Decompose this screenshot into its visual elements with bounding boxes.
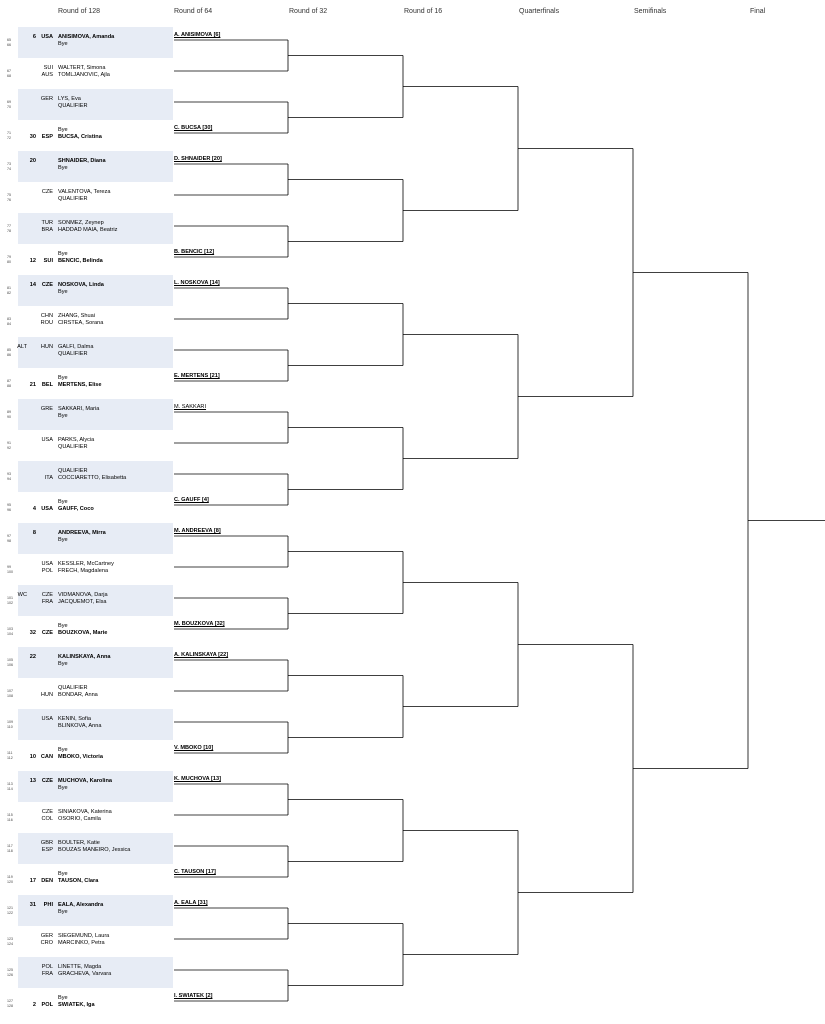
draw-number: 85 — [7, 348, 11, 352]
draw-number: 66 — [7, 42, 11, 47]
draw-number: 109 — [7, 720, 13, 724]
player-name[interactable]: GAUFF, Coco — [58, 506, 94, 512]
draw-number: 108 — [7, 693, 13, 698]
player-name[interactable]: TAUSON, Clara — [58, 878, 99, 884]
player-entry — [0, 909, 172, 917]
player-name[interactable]: Bye — [58, 165, 68, 171]
country-code: GRE — [40, 406, 53, 412]
draw-number: 123 — [7, 937, 13, 941]
country-code: ESP — [41, 134, 53, 140]
player-name[interactable]: BLINKOVA, Anna — [58, 723, 102, 729]
draw-number: 102 — [7, 600, 13, 605]
player-name[interactable]: Bye — [58, 747, 68, 753]
player-name[interactable]: SIEGEMUND, Laura — [58, 933, 110, 939]
draw-number: 83 — [7, 317, 11, 321]
country-code: CZE — [41, 809, 53, 815]
entry-type: WC — [17, 592, 27, 598]
round-of-64-winner[interactable]: B. BENCIC [12] — [174, 249, 215, 255]
player-name[interactable]: QUALIFIER — [58, 351, 88, 357]
player-name[interactable]: ANDREEVA, Mirra — [58, 530, 106, 536]
player-name[interactable]: GALFI, Dalma — [58, 344, 94, 350]
player-entry — [0, 847, 172, 855]
round-header: Semifinals — [634, 8, 667, 15]
draw-number: 77 — [7, 224, 11, 228]
draw-number: 112 — [7, 755, 13, 760]
draw-number: 99 — [7, 565, 11, 569]
player-name[interactable]: SWIATEK, Iga — [58, 1002, 95, 1008]
draw-number: 69 — [7, 100, 11, 104]
draw-number: 79 — [7, 255, 11, 259]
seed-number: 6 — [32, 34, 36, 40]
draw-number: 105 — [7, 658, 13, 662]
round-of-64-winner[interactable]: C. TAUSON [17] — [174, 869, 216, 875]
player-name[interactable]: Bye — [58, 995, 68, 1001]
player-entry — [0, 537, 172, 545]
country-code: GER — [40, 96, 53, 102]
draw-number: 88 — [7, 383, 11, 388]
player-name[interactable]: VIDMANOVA, Darja — [58, 592, 108, 598]
draw-number: 75 — [7, 193, 11, 197]
player-entry — [0, 878, 172, 886]
player-name[interactable]: CIRSTEA, Sorana — [58, 320, 104, 326]
player-name[interactable]: KESSLER, McCartney — [58, 561, 114, 567]
round-of-64-winner[interactable]: D. SHNAIDER [20] — [174, 156, 222, 162]
draw-number: 73 — [7, 162, 11, 166]
player-name[interactable]: LINETTE, Magda — [58, 964, 102, 970]
player-name[interactable]: BUCSA, Cristina — [58, 134, 102, 140]
country-code: CZE — [41, 592, 53, 598]
round-header: Round of 16 — [404, 8, 443, 15]
player-name[interactable]: MUCHOVA, Karolina — [58, 778, 112, 784]
country-code: BEL — [41, 382, 53, 388]
draw-number: 80 — [7, 259, 11, 264]
seed-number: 30 — [29, 134, 36, 140]
country-code: AUS — [41, 72, 53, 78]
round-of-64-winner[interactable]: K. MUCHOVA [13] — [174, 776, 221, 782]
draw-number: 115 — [7, 813, 13, 817]
draw-number: 76 — [7, 197, 11, 202]
country-code: BRA — [41, 227, 53, 233]
draw-number: 121 — [7, 906, 13, 910]
player-name[interactable]: FRECH, Magdalena — [58, 568, 109, 574]
player-entry — [0, 723, 172, 731]
player-name[interactable]: QUALIFIER — [58, 103, 88, 109]
player-name[interactable]: SINIAKOVA, Katerina — [58, 809, 112, 815]
draw-number: 92 — [7, 445, 11, 450]
player-name[interactable]: SHNAIDER, Diana — [58, 158, 106, 164]
player-name[interactable]: Bye — [58, 785, 68, 791]
player-name[interactable]: QUALIFIER — [58, 196, 88, 202]
country-code: HUN — [40, 344, 53, 350]
seed-number: 32 — [29, 630, 36, 636]
seed-number: 20 — [29, 158, 36, 164]
draw-number: 113 — [7, 782, 13, 786]
draw-number: 103 — [7, 627, 13, 631]
player-name[interactable]: QUALIFIER — [58, 685, 88, 691]
seed-number: 13 — [29, 778, 36, 784]
country-code: FRA — [41, 599, 53, 605]
player-name[interactable]: Bye — [58, 127, 68, 133]
round-of-64-winner[interactable]: A. ANISIMOVA [6] — [174, 32, 221, 38]
draw-number: 127 — [7, 999, 13, 1003]
draw-number: 93 — [7, 472, 11, 476]
player-name[interactable]: KALINSKAYA, Anna — [58, 654, 111, 660]
draw-number: 78 — [7, 228, 11, 233]
seed-number: 12 — [29, 258, 36, 264]
country-code: GER — [40, 933, 53, 939]
player-name[interactable]: MBOKO, Victoria — [58, 754, 103, 760]
country-code: CZE — [41, 630, 53, 636]
player-entry — [0, 971, 172, 979]
player-name[interactable]: QUALIFIER — [58, 444, 88, 450]
draw-number: 90 — [7, 414, 11, 419]
country-code: POL — [41, 568, 53, 574]
player-entry — [0, 1002, 172, 1010]
draw-number: 97 — [7, 534, 11, 538]
draw-number: 95 — [7, 503, 11, 507]
round-header: Round of 64 — [174, 8, 213, 15]
country-code: CZE — [41, 189, 53, 195]
round-of-64-winner[interactable]: L. NOSKOVA [14] — [174, 280, 220, 286]
player-entry — [0, 351, 172, 359]
draw-number: 120 — [7, 879, 13, 884]
seed-number: 14 — [29, 282, 36, 288]
round-of-64-winner[interactable]: A. KALINSKAYA [22] — [174, 652, 229, 658]
player-entry — [0, 816, 172, 824]
draw-number: 72 — [7, 135, 11, 140]
draw-number: 98 — [7, 538, 11, 543]
draw-number: 117 — [7, 844, 13, 848]
player-entry — [0, 568, 172, 576]
player-name[interactable]: Bye — [58, 623, 68, 629]
seed-number: 2 — [32, 1002, 36, 1008]
player-entry — [0, 475, 172, 483]
seed-number: 17 — [29, 878, 36, 884]
round-header: Quarterfinals — [519, 8, 560, 15]
seed-number: 8 — [32, 530, 36, 536]
draw-number: 81 — [7, 286, 11, 290]
player-entry — [0, 103, 172, 111]
player-entry — [0, 630, 172, 638]
player-name[interactable]: HADDAD MAIA, Beatriz — [58, 227, 118, 233]
country-code: DEN — [41, 878, 53, 884]
draw-number: 100 — [7, 569, 13, 574]
player-entry — [0, 258, 172, 266]
round-of-64-winner[interactable]: E. MERTENS [21] — [174, 373, 220, 379]
player-entry — [0, 134, 172, 142]
country-code: CZE — [41, 778, 53, 784]
round-of-64-winner[interactable]: V. MBOKO [10] — [174, 745, 214, 751]
player-name[interactable]: BOUZAS MANEIRO, Jessica — [58, 847, 131, 853]
country-code: ITA — [44, 475, 53, 481]
player-name[interactable]: Bye — [58, 289, 68, 295]
player-entry — [0, 599, 172, 607]
country-code: USA — [41, 437, 53, 443]
country-code: USA — [41, 716, 53, 722]
draw-number: 84 — [7, 321, 11, 326]
round-of-64-winner[interactable]: A. EALA [31] — [174, 900, 208, 906]
player-name[interactable]: COCCIARETTO, Elisabetta — [58, 475, 127, 481]
seed-number: 22 — [29, 654, 36, 660]
country-code: POL — [41, 1002, 53, 1008]
player-entry — [0, 320, 172, 328]
draw-number: 82 — [7, 290, 11, 295]
player-name[interactable]: Bye — [58, 871, 68, 877]
draw-number: 128 — [7, 1003, 13, 1008]
draw-number: 94 — [7, 476, 11, 481]
draw-number: 111 — [7, 751, 13, 755]
draw-number: 86 — [7, 352, 11, 357]
country-code: ROU — [40, 320, 53, 326]
country-code: COL — [41, 816, 53, 822]
seed-number: 31 — [29, 902, 36, 908]
player-name[interactable]: MERTENS, Elise — [58, 382, 102, 388]
player-name[interactable]: Bye — [58, 41, 68, 47]
draw-number: 89 — [7, 410, 11, 414]
country-code: SUI — [43, 65, 53, 71]
draw-number: 71 — [7, 131, 11, 135]
player-name[interactable]: Bye — [58, 499, 68, 505]
draw-number: 124 — [7, 941, 13, 946]
player-name[interactable]: BONDAR, Anna — [58, 692, 98, 698]
draw-number: 68 — [7, 73, 11, 78]
player-name[interactable]: WALTERT, Simona — [58, 65, 106, 71]
player-name[interactable]: LYS, Eva — [58, 96, 81, 102]
draw-number: 118 — [7, 848, 13, 853]
draw-number: 107 — [7, 689, 13, 693]
draw-number: 125 — [7, 968, 13, 972]
player-entry — [0, 382, 172, 390]
player-entry — [0, 227, 172, 235]
draw-number: 101 — [7, 596, 13, 600]
seed-number: 4 — [32, 506, 36, 512]
draw-number: 114 — [7, 786, 13, 791]
round-of-64-winner[interactable]: C. GAUFF [4] — [174, 497, 209, 503]
player-name[interactable]: MARCINKO, Petra — [58, 940, 105, 946]
player-name[interactable]: OSORIO, Camila — [58, 816, 101, 822]
player-name[interactable]: EALA, Alexandra — [58, 902, 104, 908]
country-code: USA — [41, 561, 53, 567]
player-name[interactable]: ZHANG, Shuai — [58, 313, 95, 319]
player-name[interactable]: Bye — [58, 413, 68, 419]
country-code: TUR — [41, 220, 53, 226]
country-code: ESP — [41, 847, 53, 853]
draw-number: 70 — [7, 104, 11, 109]
round-of-64-winner[interactable]: M. SAKKARI — [174, 404, 207, 410]
player-name[interactable]: NOSKOVA, Linda — [58, 282, 104, 288]
player-name[interactable]: VALENTOVA, Tereza — [58, 189, 111, 195]
country-code: CHN — [40, 313, 53, 319]
country-code: HUN — [40, 692, 53, 698]
country-code: PHI — [43, 902, 53, 908]
player-name[interactable]: QUALIFIER — [58, 468, 88, 474]
draw-number: 122 — [7, 910, 13, 915]
player-name[interactable]: BOULTER, Katie — [58, 840, 100, 846]
player-name[interactable]: PARKS, Alycia — [58, 437, 95, 443]
draw-number: 119 — [7, 875, 13, 879]
player-entry — [0, 506, 172, 514]
player-name[interactable]: ANISIMOVA, Amanda — [58, 34, 115, 40]
entry-type: ALT — [17, 344, 27, 350]
round-of-64-winner[interactable]: C. BUCSA [30] — [174, 125, 213, 131]
seed-number: 21 — [29, 382, 36, 388]
player-name[interactable]: SAKKARI, Maria — [58, 406, 100, 412]
draw-number: 126 — [7, 972, 13, 977]
player-entry — [0, 289, 172, 297]
draw-number: 96 — [7, 507, 11, 512]
draw-number: 110 — [7, 724, 13, 729]
draw-number: 91 — [7, 441, 11, 445]
draw-number: 106 — [7, 662, 13, 667]
player-entry — [0, 785, 172, 793]
player-name[interactable]: BOUZKOVA, Marie — [58, 630, 108, 636]
player-entry — [0, 692, 172, 700]
player-name[interactable]: Bye — [58, 909, 68, 915]
player-entry — [0, 196, 172, 204]
round-of-64-winner[interactable]: M. BOUZKOVA [32] — [174, 621, 225, 627]
player-name[interactable]: Bye — [58, 661, 68, 667]
player-name[interactable]: GRACHEVA, Varvara — [58, 971, 112, 977]
player-entry — [0, 661, 172, 669]
seed-number: 10 — [29, 754, 36, 760]
player-entry — [0, 940, 172, 948]
country-code: USA — [41, 506, 53, 512]
draw-number: 67 — [7, 69, 11, 73]
player-name[interactable]: KENIN, Sofia — [58, 716, 91, 722]
draw-number: 104 — [7, 631, 13, 636]
player-name[interactable]: JACQUEMOT, Elsa — [58, 599, 107, 605]
country-code: POL — [41, 964, 53, 970]
player-entry — [0, 444, 172, 452]
draw-number: 87 — [7, 379, 11, 383]
round-header: Final — [750, 8, 766, 15]
country-code: SUI — [43, 258, 53, 264]
country-code: CZE — [41, 282, 53, 288]
player-entry — [0, 165, 172, 173]
round-of-64-winner[interactable]: I. SWIATEK [2] — [174, 993, 213, 999]
round-header: Round of 128 — [58, 8, 101, 15]
player-entry — [0, 754, 172, 762]
country-code: CAN — [40, 754, 53, 760]
draw-number: 65 — [7, 38, 11, 42]
player-name[interactable]: TOMLJANOVIC, Ajla — [58, 72, 110, 78]
player-entry — [0, 72, 172, 80]
country-code: USA — [41, 34, 53, 40]
country-code: CRO — [40, 940, 53, 946]
player-name[interactable]: Bye — [58, 537, 68, 543]
player-name[interactable]: Bye — [58, 375, 68, 381]
country-code: GBR — [40, 840, 53, 846]
country-code: FRA — [41, 971, 53, 977]
player-entry — [0, 41, 172, 49]
round-of-64-winner[interactable]: M. ANDREEVA [8] — [174, 528, 221, 534]
player-entry — [0, 413, 172, 421]
draw-number: 116 — [7, 817, 13, 822]
draw-number: 74 — [7, 166, 11, 171]
player-name[interactable]: SONMEZ, Zeynep — [58, 220, 104, 226]
round-header: Round of 32 — [289, 8, 328, 15]
player-name[interactable]: Bye — [58, 251, 68, 257]
player-name[interactable]: BENCIC, Belinda — [58, 258, 103, 264]
